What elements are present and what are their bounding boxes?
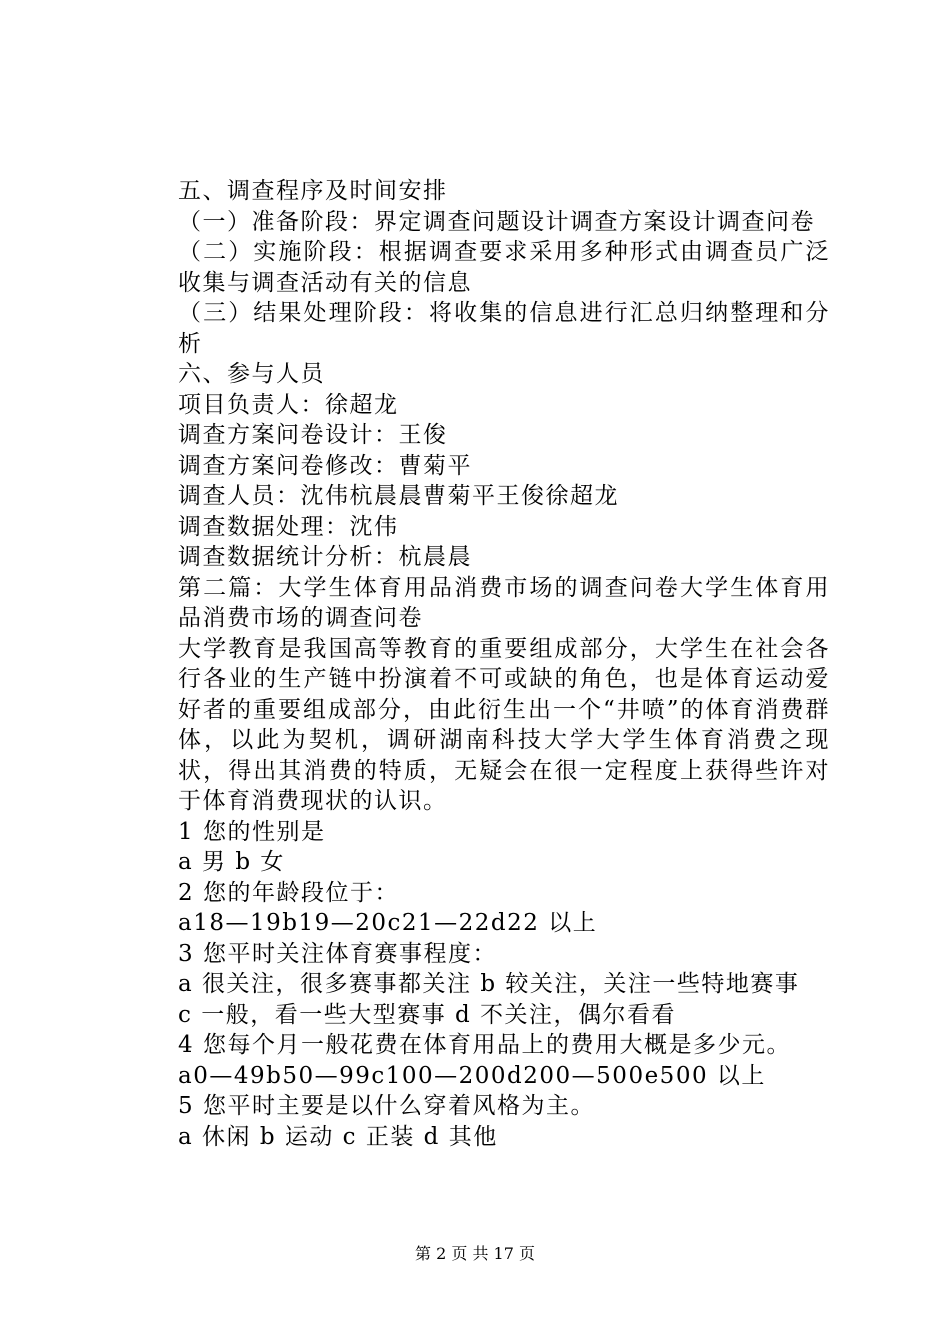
intro-paragraph: 大学教育是我国高等教育的重要组成部分，大学生在社会各行各业的生产链中扮演着不可或缺的角色，也是体育运动爱好者的重要组成部分，由此衍生出一个“井喷”的体育消费群体，以此为契机，调研湖南科技大学大学生体育消费之现状，得出其消费的特质，无疑会在很一定程度上获得些许对于体育消费现状的认识。 (178, 635, 830, 814)
question-4-options: a0—49b50—99c100—200d200—500e500 以上 (178, 1062, 766, 1089)
question-3-options-line-2: c 一般，看一些大型赛事 d 不关注，偶尔看看 (178, 1001, 677, 1028)
data-processor: 调查数据处理：沈伟 (178, 513, 399, 540)
part-2-title: 第二篇：大学生体育用品消费市场的调查问卷大学生体育用品消费市场的调查问卷 (178, 574, 830, 631)
question-1: 1 您的性别是 (178, 818, 326, 845)
project-leader: 项目负责人：徐超龙 (178, 391, 399, 418)
section-5-item-3: （三）结果处理阶段：将收集的信息进行汇总归纳整理和分析 (178, 300, 830, 357)
section-5-item-1: （一）准备阶段：界定调查问题设计调查方案设计调查问卷 (178, 208, 815, 235)
question-2-options: a18—19b19—20c21—22d22 以上 (178, 910, 598, 936)
questionnaire-designer: 调查方案问卷设计：王俊 (178, 422, 448, 448)
questionnaire-reviser: 调查方案问卷修改：曹菊平 (178, 452, 472, 479)
document-body (130, 176, 830, 1152)
question-3-options-line-1: a 很关注，很多赛事都关注 b 较关注，关注一些特地赛事 (178, 971, 800, 997)
question-4: 4 您每个月一般花费在体育用品上的费用大概是多少元。 (178, 1032, 791, 1058)
question-5: 5 您平时主要是以什么穿着风格为主。 (178, 1093, 595, 1119)
section-5-heading: 五、调查程序及时间安排 (178, 178, 448, 204)
section-5-item-2: （二）实施阶段：根据调查要求采用多种形式由调查员广泛收集与调查活动有关的信息 (178, 239, 830, 296)
question-2: 2 您的年龄段位于： (178, 879, 399, 906)
data-analyst: 调查数据统计分析：杭晨晨 (178, 544, 472, 570)
page-footer: 第 2 页 共 17 页 (415, 1244, 535, 1263)
question-3: 3 您平时关注体育赛事程度： (178, 940, 497, 967)
section-6-heading: 六、参与人员 (178, 361, 325, 387)
question-1-options: a 男 b 女 (178, 849, 285, 875)
survey-staff: 调查人员：沈伟杭晨晨曹菊平王俊徐超龙 (178, 483, 619, 509)
question-5-options: a 休闲 b 运动 c 正装 d 其他 (178, 1123, 498, 1150)
